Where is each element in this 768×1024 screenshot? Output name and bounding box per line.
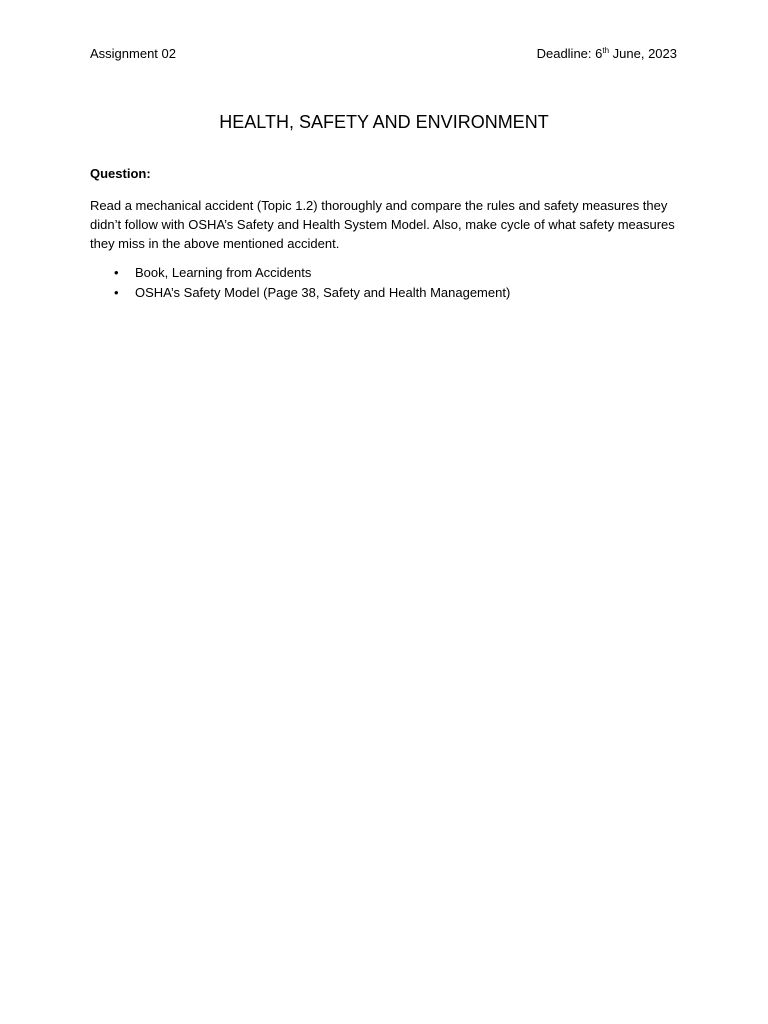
question-text xyxy=(90,196,680,253)
deadline xyxy=(537,46,677,62)
question-line: they miss in the above mentioned accident. xyxy=(90,236,340,251)
question-line: didn’t follow with OSHA’s Safety and Health System Model. Also, make cycle of what safety measures xyxy=(90,217,675,232)
deadline-ordinal-suffix: th xyxy=(602,46,610,55)
reference-text: OSHA’s Safety Model (Page 38, Safety and Health Management) xyxy=(135,285,511,300)
reference-list xyxy=(90,263,510,303)
question-line: Read a mechanical accident (Topic 1.2) thoroughly and compare the rules and safety measures they xyxy=(90,198,668,213)
question-label: Question: xyxy=(90,166,151,181)
reference-text: Book, Learning from Accidents xyxy=(135,265,312,280)
bullet-icon: • xyxy=(114,285,119,300)
list-item xyxy=(90,263,510,283)
assignment-number: Assignment 02 xyxy=(90,46,176,61)
deadline-suffix: June, 2023 xyxy=(609,46,677,61)
document-title: HEALTH, SAFETY AND ENVIRONMENT xyxy=(219,112,549,132)
bullet-icon: • xyxy=(114,265,119,280)
deadline-prefix: Deadline: 6 xyxy=(536,46,603,61)
list-item xyxy=(90,283,510,303)
